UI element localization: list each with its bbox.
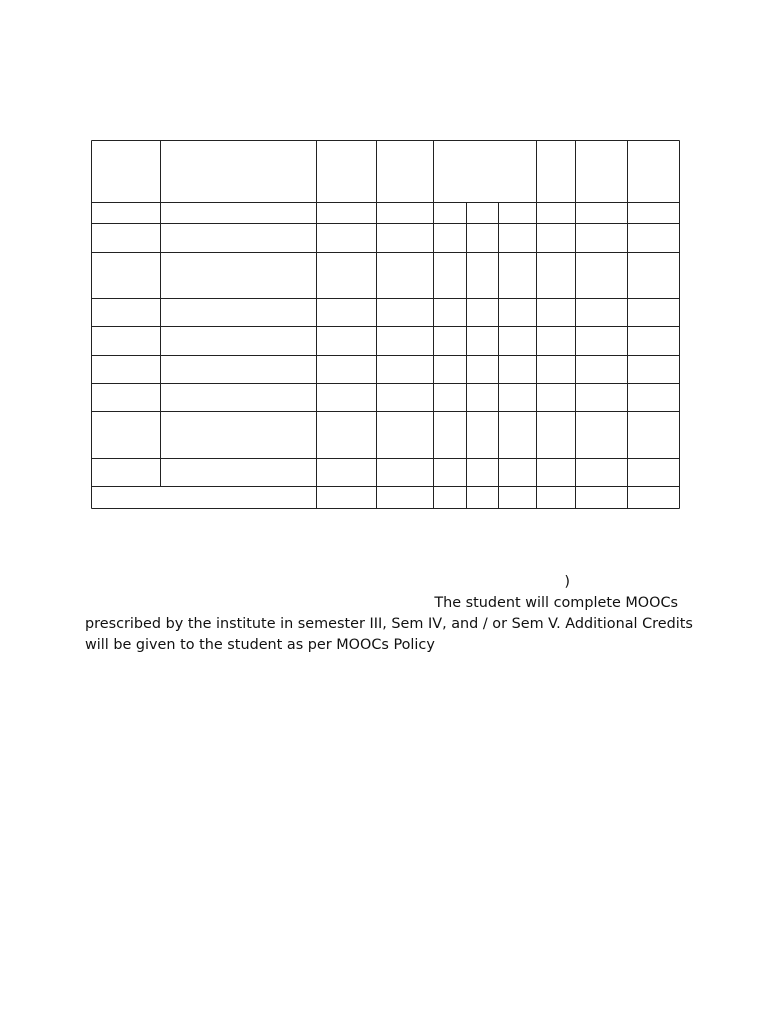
note-lead-text: The student will complete MOOCs — [434, 595, 678, 611]
closing-paren: ) — [564, 574, 570, 590]
note-paren-line — [85, 572, 678, 593]
course-scheme-table — [91, 140, 679, 508]
note-line-2: prescribed by the institute in semester III, Sem IV, and / or Sem V. Additional Credits — [85, 616, 693, 632]
note-line-3: will be given to the student as per MOOCs Policy — [85, 637, 435, 653]
moocs-note — [85, 572, 693, 656]
note-lead-line — [85, 593, 678, 614]
table-grid-lines — [91, 140, 679, 508]
